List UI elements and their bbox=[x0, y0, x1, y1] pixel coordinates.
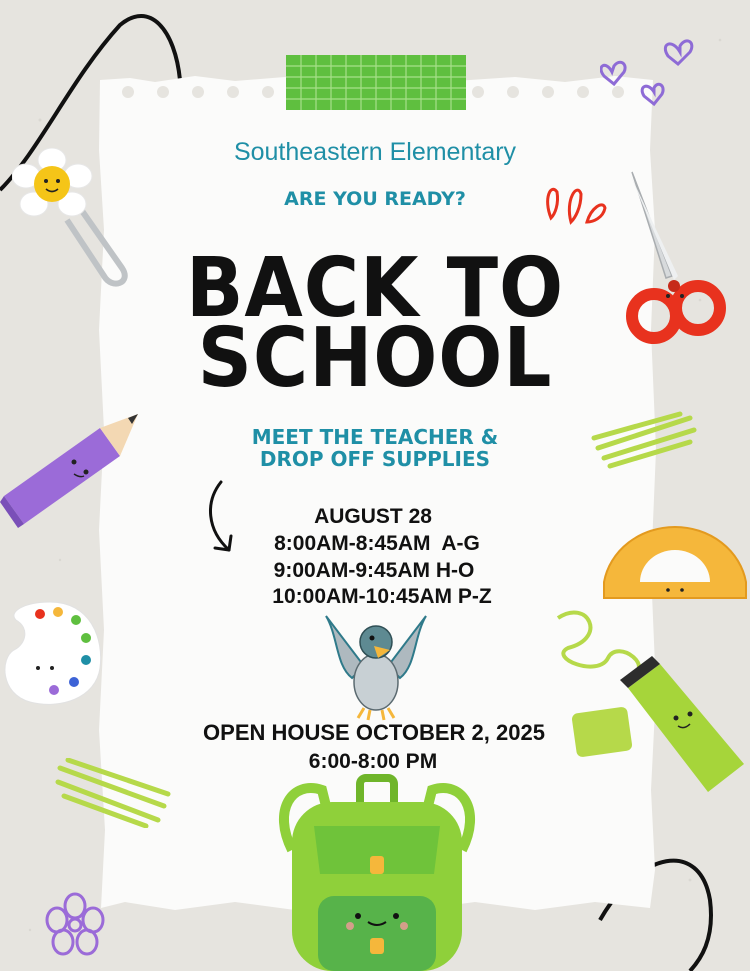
school-name: Southeastern Elementary bbox=[233, 138, 517, 166]
headline-line2: SCHOOL bbox=[197, 311, 553, 406]
tagline: ARE YOU READY? bbox=[284, 188, 466, 210]
backpack-icon bbox=[262, 770, 492, 971]
flower-icon bbox=[45, 892, 105, 958]
schedule-date: AUGUST 28 bbox=[314, 505, 432, 528]
event-line2: DROP OFF SUPPLIES bbox=[259, 447, 491, 471]
open-house: OPEN HOUSE OCTOBER 2, 2025 bbox=[203, 720, 545, 745]
hearts-icon bbox=[600, 30, 700, 120]
event-line1: MEET THE TEACHER & bbox=[251, 425, 499, 449]
tape-icon bbox=[286, 55, 466, 110]
headline-line1: BACK TO bbox=[185, 241, 565, 336]
open-house-time: 6:00-8:00 PM bbox=[308, 750, 438, 773]
paint-palette-icon bbox=[0, 598, 106, 710]
eagle-mascot-icon bbox=[318, 606, 434, 722]
schedule-slot: 9:00AM-9:45AM H-O bbox=[273, 559, 475, 582]
schedule-slot: 8:00AM-8:45AM A-G bbox=[274, 532, 480, 555]
schedule-slot: 10:00AM-10:45AM P-Z bbox=[272, 585, 492, 608]
